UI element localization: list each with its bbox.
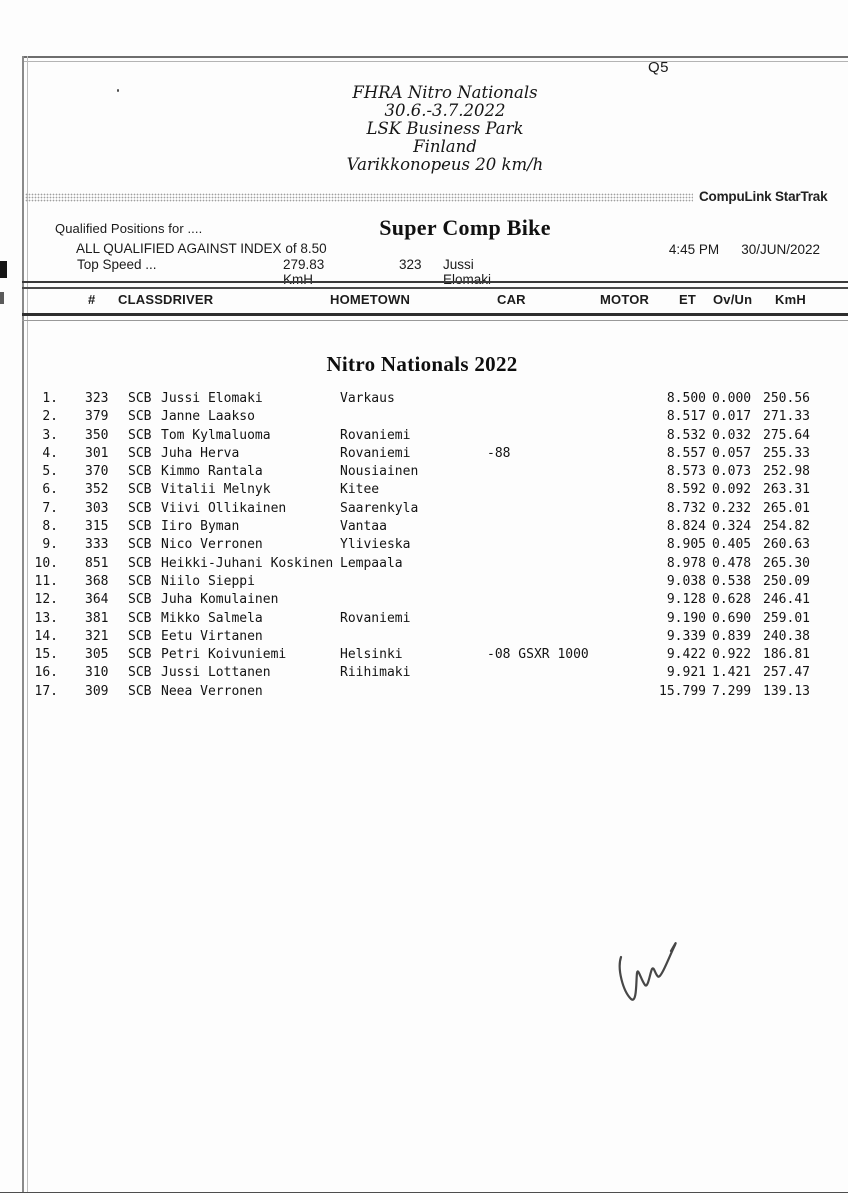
cell-number: 370 — [85, 464, 109, 480]
cell-hometown: Kitee — [340, 482, 380, 498]
cell-number: 310 — [85, 665, 109, 681]
col-header-car: CAR — [497, 292, 526, 307]
print-date: 30/JUN/2022 — [741, 242, 820, 257]
cell-hometown: Riihimaki — [340, 665, 411, 681]
col-header-et: ET — [679, 292, 697, 307]
scan-frame-top-line — [22, 56, 848, 62]
table-row — [0, 664, 848, 682]
cell-number: 303 — [85, 500, 109, 516]
cell-driver: Tom Kylmaluoma — [161, 427, 271, 443]
top-speed-value: 279.83 KmH — [283, 257, 325, 287]
cell-et: 15.799 — [659, 683, 706, 699]
cell-class: SCB — [128, 647, 152, 663]
cell-car: -08 GSXR 1000 — [487, 647, 589, 663]
cell-position: 16. — [34, 665, 58, 681]
cell-et: 8.557 — [666, 445, 706, 461]
cell-driver: Jussi Lottanen — [161, 665, 271, 681]
cell-kmh: 257.47 — [763, 665, 810, 681]
table-row — [0, 481, 848, 499]
table-header-top-rule — [22, 281, 848, 289]
col-header-number: # — [88, 292, 96, 307]
table-header-row — [0, 292, 848, 310]
cell-kmh: 250.09 — [763, 573, 810, 589]
cell-driver: Janne Laakso — [161, 409, 255, 425]
cell-kmh: 271.33 — [763, 409, 810, 425]
cell-class: SCB — [128, 573, 152, 589]
cell-class: SCB — [128, 464, 152, 480]
cell-ovun: 0.032 — [712, 427, 752, 443]
cell-position: 1. — [42, 391, 58, 406]
event-header — [285, 84, 605, 174]
cell-number: 333 — [85, 537, 109, 553]
table-row — [0, 408, 848, 426]
cell-class: SCB — [128, 592, 152, 608]
cell-class: SCB — [128, 519, 152, 535]
cell-kmh: 254.82 — [763, 519, 810, 535]
cell-class: SCB — [128, 683, 152, 699]
cell-et: 9.038 — [666, 573, 706, 589]
class-category-title: Super Comp Bike — [379, 215, 551, 240]
cell-kmh: 260.63 — [763, 537, 810, 553]
table-row — [0, 573, 848, 591]
cell-number: 309 — [85, 683, 109, 699]
cell-et: 8.517 — [666, 409, 706, 425]
cell-kmh: 252.98 — [763, 464, 810, 480]
cell-ovun: 0.324 — [712, 519, 752, 535]
table-row — [0, 591, 848, 609]
cell-kmh: 265.01 — [763, 500, 810, 516]
cell-hometown: Ylivieska — [340, 537, 411, 553]
table-row — [0, 628, 848, 646]
cell-kmh: 139.13 — [763, 683, 810, 699]
cell-number: 301 — [85, 445, 109, 461]
cell-ovun: 0.057 — [712, 445, 752, 461]
cell-class: SCB — [128, 555, 152, 571]
top-speed-holder-name: Jussi Elomaki — [443, 257, 492, 287]
print-time: 4:45 PM — [668, 242, 720, 257]
cell-driver: Kimmo Rantala — [161, 464, 263, 480]
cell-position: 12. — [34, 592, 58, 608]
cell-position: 13. — [34, 610, 58, 626]
cell-ovun: 0.073 — [712, 464, 752, 480]
qualified-positions-label: Qualified Positions for .... — [55, 221, 203, 236]
cell-class: SCB — [128, 665, 152, 681]
cell-ovun: 0.478 — [712, 555, 752, 571]
table-row — [0, 610, 848, 628]
cell-hometown: Rovaniemi — [340, 610, 411, 626]
table-row — [0, 427, 848, 445]
cell-et: 8.978 — [666, 555, 706, 571]
cell-position: 3. — [42, 427, 58, 443]
cell-position: 11. — [34, 573, 58, 589]
col-header-class: CLASS — [118, 292, 164, 307]
cell-et: 9.921 — [666, 665, 706, 681]
cell-ovun: 0.538 — [712, 573, 752, 589]
cell-position: 17. — [34, 683, 58, 699]
cell-class: SCB — [128, 427, 152, 443]
cell-kmh: 259.01 — [763, 610, 810, 626]
cell-ovun: 0.405 — [712, 537, 752, 553]
cell-driver: Viivi Ollikainen — [161, 500, 287, 516]
scan-bottom-edge-line — [0, 1192, 848, 1193]
cell-driver: Mikko Salmela — [161, 610, 263, 626]
cell-class: SCB — [128, 628, 152, 644]
cell-position: 2. — [42, 409, 58, 425]
cell-et: 8.905 — [666, 537, 706, 553]
cell-ovun: 0.839 — [712, 628, 752, 644]
cell-class: SCB — [128, 500, 152, 516]
cell-et: 8.824 — [666, 519, 706, 535]
table-row — [0, 463, 848, 481]
col-header-kmh: KmH — [775, 292, 806, 307]
timing-system-brand: CompuLink StarTrak — [699, 189, 828, 204]
cell-number: 851 — [85, 555, 109, 571]
cell-hometown: Lempaala — [340, 555, 403, 571]
cell-number: 364 — [85, 592, 109, 608]
cell-ovun: 0.000 — [712, 391, 752, 406]
cell-number: 381 — [85, 610, 109, 626]
cell-class: SCB — [128, 610, 152, 626]
table-row — [0, 445, 848, 463]
handwritten-signature-mark — [605, 933, 695, 1013]
cell-ovun: 7.299 — [712, 683, 752, 699]
cell-ovun: 0.017 — [712, 409, 752, 425]
cell-driver: Nico Verronen — [161, 537, 263, 553]
cell-number: 379 — [85, 409, 109, 425]
table-row — [0, 500, 848, 518]
cell-et: 8.573 — [666, 464, 706, 480]
cell-position: 15. — [34, 647, 58, 663]
event-country: Finland — [413, 137, 477, 156]
cell-position: 7. — [42, 500, 58, 516]
cell-hometown: Nousiainen — [340, 464, 419, 480]
cell-et: 8.592 — [666, 482, 706, 498]
table-row — [0, 555, 848, 573]
cell-position: 6. — [42, 482, 58, 498]
cell-et: 9.422 — [666, 647, 706, 663]
cell-ovun: 0.922 — [712, 647, 752, 663]
cell-number: 305 — [85, 647, 109, 663]
top-speed-line — [77, 257, 492, 287]
cell-et: 8.532 — [666, 427, 706, 443]
cell-ovun: 0.690 — [712, 610, 752, 626]
cell-kmh: 186.81 — [763, 647, 810, 663]
cell-driver: Eetu Virtanen — [161, 628, 263, 644]
cell-position: 4. — [42, 445, 58, 461]
cell-hometown: Rovaniemi — [340, 427, 411, 443]
cell-class: SCB — [128, 391, 152, 406]
table-row — [0, 390, 848, 408]
cell-class: SCB — [128, 537, 152, 553]
cell-kmh: 250.56 — [763, 391, 810, 406]
cell-et: 9.128 — [666, 592, 706, 608]
cell-driver: Neea Verronen — [161, 683, 263, 699]
cell-driver: Heikki-Juhani Koskinen — [161, 555, 334, 571]
top-speed-holder-number: 323 — [399, 257, 422, 272]
cell-et: 9.190 — [666, 610, 706, 626]
qualifying-results-table — [0, 390, 848, 701]
cell-class: SCB — [128, 445, 152, 461]
cell-hometown: Vantaa — [340, 519, 387, 535]
cell-kmh: 246.41 — [763, 592, 810, 608]
cell-driver: Iiro Byman — [161, 519, 240, 535]
cell-ovun: 0.092 — [712, 482, 752, 498]
cell-kmh: 275.64 — [763, 427, 810, 443]
cell-hometown: Saarenkyla — [340, 500, 419, 516]
cell-driver: Juha Komulainen — [161, 592, 279, 608]
cell-kmh: 240.38 — [763, 628, 810, 644]
cell-et: 9.339 — [666, 628, 706, 644]
cell-class: SCB — [128, 409, 152, 425]
cell-number: 368 — [85, 573, 109, 589]
cell-hometown: Varkaus — [340, 391, 395, 406]
cell-driver: Juha Herva — [161, 445, 240, 461]
cell-kmh: 265.30 — [763, 555, 810, 571]
event-note: Varikkonopeus 20 km/h — [346, 155, 544, 174]
event-dates: 30.6.-3.7.2022 — [384, 101, 506, 120]
cell-hometown: Helsinki — [340, 647, 403, 663]
cell-driver: Jussi Elomaki — [161, 391, 263, 406]
cell-et: 8.732 — [666, 500, 706, 516]
cell-position: 10. — [34, 555, 58, 571]
cell-car: -88 — [487, 445, 511, 461]
cell-position: 14. — [34, 628, 58, 644]
qualifying-round-label: Q5 — [648, 59, 670, 76]
table-row — [0, 683, 848, 701]
col-header-driver: DRIVER — [163, 292, 214, 307]
cell-number: 315 — [85, 519, 109, 535]
col-header-hometown: HOMETOWN — [330, 292, 411, 307]
cell-driver: Niilo Sieppi — [161, 573, 255, 589]
cell-hometown: Rovaniemi — [340, 445, 411, 461]
cell-number: 350 — [85, 427, 109, 443]
cell-driver: Petri Koivuniemi — [161, 647, 287, 663]
cell-number: 352 — [85, 482, 109, 498]
cell-et: 8.500 — [666, 391, 706, 406]
table-row — [0, 536, 848, 554]
cell-ovun: 1.421 — [712, 665, 752, 681]
cell-number: 321 — [85, 628, 109, 644]
cell-position: 9. — [42, 537, 58, 553]
cell-number: 323 — [85, 391, 109, 406]
results-section-title: Nitro Nationals 2022 — [326, 352, 518, 376]
scan-artifact-blob — [0, 261, 7, 278]
event-venue: LSK Business Park — [366, 119, 524, 138]
scan-artifact-speck — [117, 89, 119, 92]
cell-driver: Vitalii Melnyk — [161, 482, 271, 498]
col-header-ovun: Ov/Un — [713, 292, 753, 307]
top-speed-label: Top Speed ... — [77, 257, 157, 272]
cell-kmh: 255.33 — [763, 445, 810, 461]
index-line: ALL QUALIFIED AGAINST INDEX of 8.50 — [76, 241, 327, 256]
cell-ovun: 0.232 — [712, 500, 752, 516]
event-title: FHRA Nitro Nationals — [352, 83, 538, 102]
cell-position: 5. — [42, 464, 58, 480]
table-header-bottom-rule — [22, 313, 848, 321]
col-header-motor: MOTOR — [600, 292, 650, 307]
table-row — [0, 518, 848, 536]
cell-ovun: 0.628 — [712, 592, 752, 608]
dotted-separator-band — [25, 193, 693, 202]
cell-kmh: 263.31 — [763, 482, 810, 498]
cell-position: 8. — [42, 519, 58, 535]
table-row — [0, 646, 848, 664]
cell-class: SCB — [128, 482, 152, 498]
print-timestamp — [669, 242, 820, 257]
